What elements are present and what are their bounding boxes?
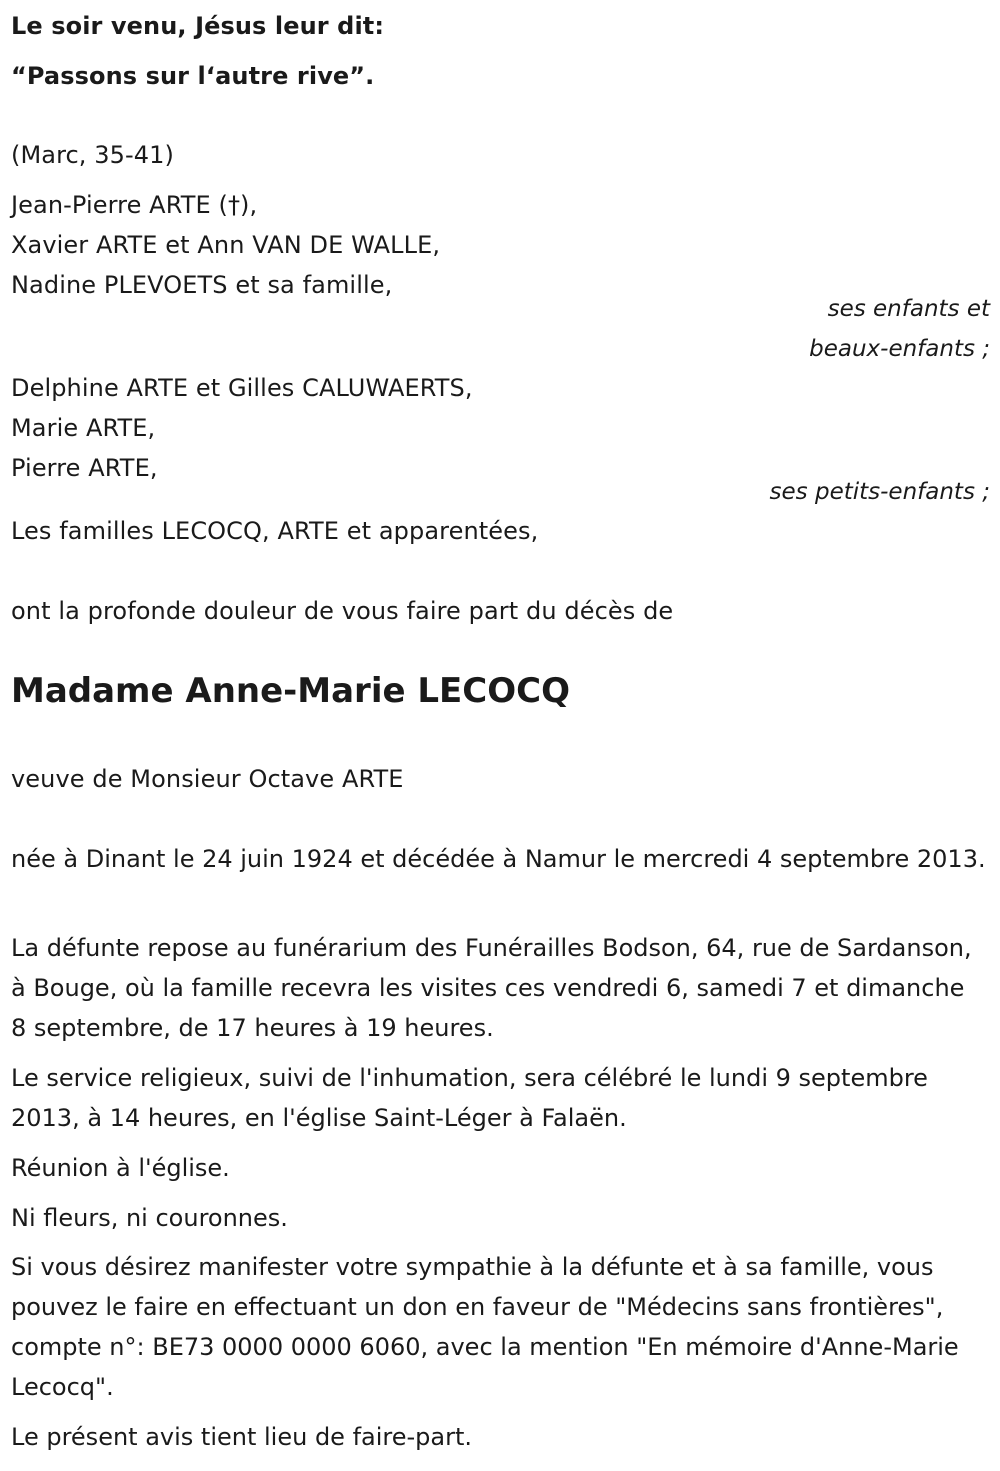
closing-line: Le présent avis tient lieu de faire-part. — [11, 1423, 473, 1451]
grandchild-name: Pierre ARTE, — [11, 454, 158, 482]
grandchild-name: Delphine ARTE et Gilles CALUWAERTS, — [11, 374, 473, 402]
families-line: Les familles LECOCQ, ARTE et apparentées, — [11, 517, 539, 545]
reunion-line: Réunion à l'église. — [11, 1154, 230, 1182]
donation-paragraph: Si vous désirez manifester votre sympathie à la défunte et à sa famille, vous pouvez le faire en effectuant un don en faveur de "Médecins sans frontières", compte n°: BE73 0000 0000 6060, avec la mention "En mémoire d'Anne-Marie Lecocq". — [11, 1253, 959, 1401]
grandchild-name: Marie ARTE, — [11, 414, 156, 442]
deceased-name: Madame Anne-Marie LECOCQ — [11, 671, 570, 711]
quote-line-2: “Passons sur l‘autre rive”. — [11, 62, 375, 90]
child-name: Xavier ARTE et Ann VAN DE WALLE, — [11, 231, 441, 259]
birth-death-paragraph: née à Dinant le 24 juin 1924 et décédée à Namur le mercredi 4 septembre 2013. — [11, 845, 986, 873]
children-role-line-2: beaux-enfants ; — [809, 336, 990, 362]
bible-reference: (Marc, 35-41) — [11, 141, 174, 169]
visitation-paragraph: La défunte repose au funérarium des Funérailles Bodson, 64, rue de Sardanson, à Bouge, où la famille recevra les visites ces vendredi 6, samedi 7 et dimanche 8 septembre, de 17 heures à 19 heures. — [11, 934, 972, 1042]
children-role-line-1: ses enfants et — [827, 296, 990, 322]
child-name: Jean-Pierre ARTE (†), — [11, 191, 258, 219]
quote-line-1: Le soir venu, Jésus leur dit: — [11, 12, 385, 40]
flowers-line: Ni fleurs, ni couronnes. — [11, 1204, 288, 1232]
widow-of-line: veuve de Monsieur Octave ARTE — [11, 765, 404, 793]
announcement-line: ont la profonde douleur de vous faire part du décès de — [11, 597, 674, 625]
child-name: Nadine PLEVOETS et sa famille, — [11, 271, 393, 299]
grandchildren-role: ses petits-enfants ; — [769, 479, 990, 505]
service-paragraph: Le service religieux, suivi de l'inhumation, sera célébré le lundi 9 septembre 2013, à 14 heures, en l'église Saint-Léger à Falaën. — [11, 1064, 928, 1132]
